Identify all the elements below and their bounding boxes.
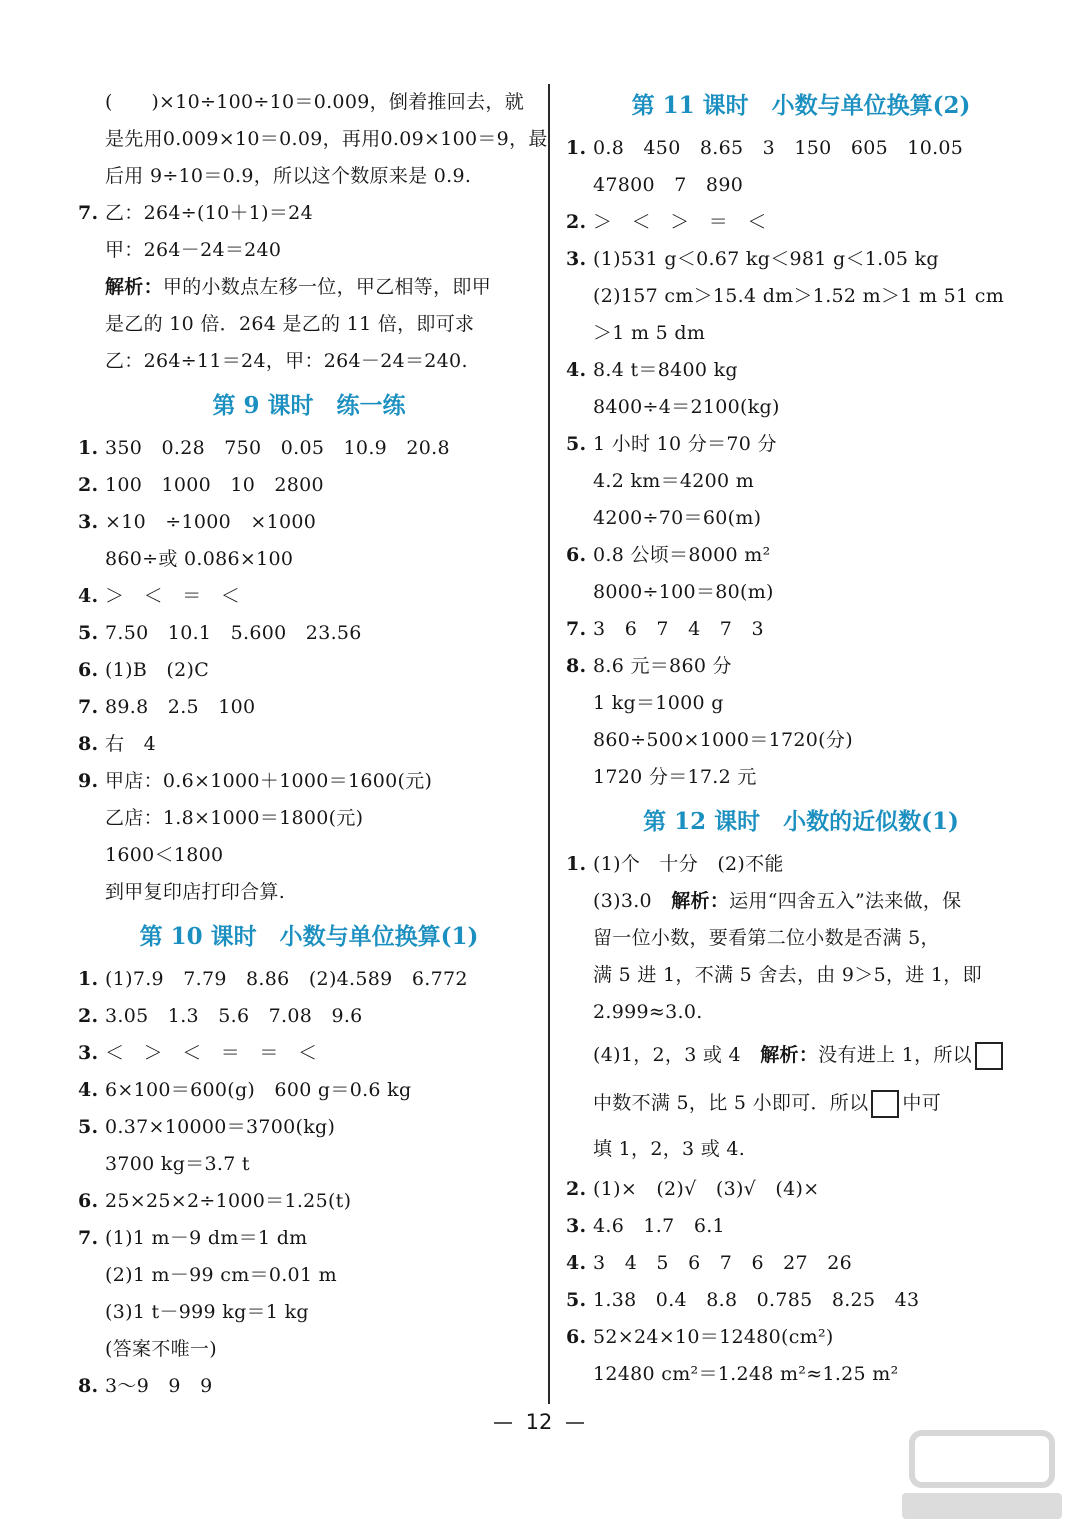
answer-line — [78, 1072, 540, 1109]
item-text: 甲店：0.6×1000＋1000＝1600(元) — [105, 770, 433, 792]
item-text: (1)531 g＜0.67 kg＜981 g＜1.05 kg — [593, 248, 939, 270]
item-text: (1)× (2)√ (3)√ (4)× — [593, 1178, 820, 1200]
item-text: 1600＜1800 — [105, 844, 224, 866]
lesson12-title: 第 12 课时 小数的近似数(1) — [643, 808, 959, 835]
l12-q1-line — [566, 846, 1036, 883]
answer-line — [78, 800, 540, 837]
item-number: 6. — [78, 1190, 99, 1212]
answer-line — [78, 578, 540, 615]
item-number: 2. — [566, 1178, 587, 1200]
answer-line — [566, 278, 1036, 315]
answer-line — [78, 998, 540, 1035]
item-number: 4. — [566, 1252, 587, 1274]
lesson10-answer-list — [78, 961, 540, 1405]
watermark-logo — [892, 1418, 1072, 1528]
item-number: 2. — [566, 211, 587, 233]
lesson11-answer-list — [566, 130, 1036, 796]
item-number: 7. — [78, 1227, 99, 1249]
q7-analysis-line-2: 是乙的 10 倍．264 是乙的 11 倍，即可求 — [105, 313, 475, 335]
l12-q1-3-cont-3: 2.999≈3.0. — [593, 1001, 703, 1023]
item-number: 4. — [78, 1079, 99, 1101]
answer-line — [566, 241, 1036, 278]
answer-line — [78, 763, 540, 800]
item-number: 2. — [78, 474, 99, 496]
l12-q1-3-text: 运用“四舍五入”法来做，保 — [729, 890, 962, 912]
item-number: 9. — [78, 770, 99, 792]
item-number: 1. — [78, 968, 99, 990]
item-number: 6. — [566, 1326, 587, 1348]
item-text: 1.38 0.4 8.8 0.785 8.25 43 — [593, 1289, 920, 1311]
analysis-label: 解析： — [105, 276, 163, 298]
item-text: 1 kg＝1000 g — [593, 692, 724, 714]
answer-line — [566, 315, 1036, 352]
item-text: (3)1 t－999 kg＝1 kg — [105, 1301, 309, 1323]
item-text: 到甲复印店打印合算. — [105, 881, 286, 903]
item-number: 4. — [78, 585, 99, 607]
item-number: 7. — [566, 618, 587, 640]
l12-q1-3-line — [566, 883, 1036, 920]
item-text: 350 0.28 750 0.05 10.9 20.8 — [105, 437, 450, 459]
item-text: (1)1 m－9 dm＝1 dm — [105, 1227, 308, 1249]
item-text: 89.8 2.5 100 — [105, 696, 256, 718]
item-number: 8. — [78, 733, 99, 755]
answer-line — [566, 130, 1036, 167]
l12-q1-3-cont-2: 满 5 进 1，不满 5 舍去，由 9＞5，进 1，即 — [593, 964, 982, 986]
item-text: 8.4 t＝8400 kg — [593, 359, 738, 381]
item-text: 3.05 1.3 5.6 7.08 9.6 — [105, 1005, 363, 1027]
intro-line-3: 后用 9÷10＝0.9，所以这个数原来是 0.9. — [105, 165, 472, 187]
answer-line — [566, 1356, 1036, 1393]
lesson9-answer-list — [78, 430, 540, 911]
item-text: 3～9 9 9 — [105, 1375, 213, 1397]
item-number: 8. — [78, 1375, 99, 1397]
l12-q1-4-text-a: 没有进上 1，所以 — [818, 1044, 972, 1066]
l12-q1-4-line — [566, 1031, 1036, 1079]
answer-line — [78, 652, 540, 689]
item-text: 47800 7 890 — [593, 174, 744, 196]
blank-box-icon — [975, 1042, 1003, 1070]
item-number: 5. — [78, 622, 99, 644]
item-text: 6×100＝600(g) 600 g＝0.6 kg — [105, 1079, 412, 1101]
item-number: 8. — [566, 655, 587, 677]
item-text: 3 6 7 4 7 3 — [593, 618, 764, 640]
column-divider — [548, 84, 550, 1404]
q7-line-2: 甲：264－24＝240 — [105, 239, 282, 261]
l12-q1-3-label: 解析： — [671, 890, 730, 912]
left-column — [78, 84, 548, 1405]
item-text: 1 小时 10 分＝70 分 — [593, 433, 777, 455]
lesson11-title: 第 11 课时 小数与单位换算(2) — [631, 92, 971, 119]
l12-q1-number: 1. — [566, 853, 587, 875]
answer-line — [78, 1109, 540, 1146]
answer-line — [566, 759, 1036, 796]
item-number: 1. — [78, 437, 99, 459]
answer-line — [566, 574, 1036, 611]
answer-line — [78, 726, 540, 763]
q7-analysis-line-1 — [78, 269, 540, 306]
analysis-text-1: 甲的小数点左移一位，甲乙相等，即甲 — [162, 276, 492, 298]
answer-line — [78, 837, 540, 874]
answer-line — [566, 1171, 1036, 1208]
item-number: 3. — [566, 248, 587, 270]
item-text: 100 1000 10 2800 — [105, 474, 324, 496]
intro-line-1: ( )×10÷100÷10＝0.009，倒着推回去，就 — [105, 91, 524, 113]
answer-line — [566, 204, 1036, 241]
item-text: 52×24×10＝12480(cm²) — [593, 1326, 834, 1348]
item-number: 6. — [78, 659, 99, 681]
answer-line — [566, 352, 1036, 389]
item-number: 5. — [78, 1116, 99, 1138]
l12-q1-4-line-2 — [566, 1079, 1036, 1127]
q7-text-1: 乙：264÷(10＋1)＝24 — [105, 202, 313, 224]
item-text: 4.2 km＝4200 m — [593, 470, 755, 492]
item-text: 25×25×2÷1000＝1.25(t) — [105, 1190, 352, 1212]
item-text: (1)7.9 7.79 8.86 (2)4.589 6.772 — [105, 968, 468, 990]
answer-line — [78, 1331, 540, 1368]
answer-line — [566, 167, 1036, 204]
item-text: 右 4 — [105, 733, 156, 755]
item-text: 4.6 1.7 6.1 — [593, 1215, 725, 1237]
item-text: 860÷或 0.086×100 — [105, 548, 294, 570]
item-number: 4. — [566, 359, 587, 381]
item-text: (答案不唯一) — [105, 1338, 217, 1360]
intro-line-2: 是先用0.009×10＝0.09，再用0.09×100＝9，最 — [105, 128, 548, 150]
item-number: 6. — [566, 544, 587, 566]
l12-q1-4-text-b: 中数不满 5，比 5 小即可．所以 — [593, 1092, 869, 1114]
answer-line — [566, 685, 1036, 722]
l12-q1-3-cont-1: 留一位小数，要看第二位小数是否满 5， — [593, 927, 940, 949]
item-text: 8400÷4＝2100(kg) — [593, 396, 780, 418]
answer-line — [78, 504, 540, 541]
answer-line — [566, 722, 1036, 759]
answer-line — [566, 500, 1036, 537]
answer-line — [78, 1368, 540, 1405]
answer-line — [566, 426, 1036, 463]
lesson12-answer-list — [566, 1171, 1036, 1393]
answer-line — [78, 615, 540, 652]
answer-line — [78, 467, 540, 504]
item-text: 3700 kg＝3.7 t — [105, 1153, 250, 1175]
item-text: 8.6 元＝860 分 — [593, 655, 732, 677]
item-text: ＞1 m 5 dm — [593, 322, 706, 344]
item-text: 4200÷70＝60(m) — [593, 507, 762, 529]
item-number: 3. — [78, 511, 99, 533]
answer-line — [78, 1257, 540, 1294]
answer-line — [566, 1282, 1036, 1319]
answer-line — [566, 537, 1036, 574]
answer-line — [566, 1319, 1036, 1356]
item-text: (2)157 cm＞15.4 dm＞1.52 m＞1 m 51 cm — [593, 285, 1005, 307]
answer-line — [78, 1220, 540, 1257]
l12-q1-3-prefix: (3)3.0 — [593, 890, 672, 912]
dash-left — [494, 1422, 512, 1424]
q7-line-1 — [78, 195, 540, 232]
item-text: 0.37×10000＝3700(kg) — [105, 1116, 336, 1138]
item-number: 3. — [78, 1042, 99, 1064]
item-text: 3 4 5 6 7 6 27 26 — [593, 1252, 852, 1274]
answer-line — [566, 648, 1036, 685]
item-number: 7. — [78, 696, 99, 718]
item-text: 7.50 10.1 5.600 23.56 — [105, 622, 362, 644]
answer-line — [566, 1208, 1036, 1245]
lesson10-title: 第 10 课时 小数与单位换算(1) — [139, 923, 479, 950]
item-number: 3. — [566, 1215, 587, 1237]
answer-line — [78, 689, 540, 726]
item-text: 0.8 公顷＝8000 m² — [593, 544, 771, 566]
item-text: ＞ ＜ ＝ ＜ — [105, 585, 241, 607]
l12-q1-4-prefix: (4)1，2，3 或 4 — [593, 1044, 761, 1066]
l12-q1-4-line-3: 填 1，2，3 或 4. — [593, 1138, 746, 1160]
item-text: 乙店：1.8×1000＝1800(元) — [105, 807, 364, 829]
item-text: 1720 分＝17.2 元 — [593, 766, 757, 788]
answer-line — [78, 430, 540, 467]
item-number: 1. — [566, 137, 587, 159]
answer-line — [78, 1035, 540, 1072]
l12-q1-4-text-c: 中可 — [902, 1092, 942, 1114]
answer-line — [78, 541, 540, 578]
item-text: (2)1 m－99 cm＝0.01 m — [105, 1264, 337, 1286]
answer-line — [566, 463, 1036, 500]
item-text: ＞ ＜ ＞ ＝ ＜ — [593, 211, 767, 233]
dash-right — [566, 1422, 584, 1424]
answer-line — [78, 1183, 540, 1220]
blank-box-icon — [871, 1090, 899, 1118]
answer-line — [78, 1294, 540, 1331]
item-text: 860÷500×1000＝1720(分) — [593, 729, 853, 751]
l12-q1-4-label: 解析： — [760, 1044, 819, 1066]
item-text: ×10 ÷1000 ×1000 — [105, 511, 317, 533]
item-text: 0.8 450 8.65 3 150 605 10.05 — [593, 137, 964, 159]
item-text: 12480 cm²＝1.248 m²≈1.25 m² — [593, 1363, 899, 1385]
page-number-text: 12 — [525, 1410, 553, 1434]
l12-q1-text: (1)个 十分 (2)不能 — [593, 853, 784, 875]
answer-line — [78, 961, 540, 998]
answer-line — [566, 1245, 1036, 1282]
answer-line — [566, 611, 1036, 648]
answer-line — [78, 1146, 540, 1183]
right-column — [566, 84, 1036, 1393]
answer-line — [566, 389, 1036, 426]
q7-number: 7. — [78, 202, 99, 224]
lesson9-title: 第 9 课时 练一练 — [212, 392, 406, 419]
item-number: 5. — [566, 433, 587, 455]
answer-line — [78, 874, 540, 911]
item-number: 5. — [566, 1289, 587, 1311]
item-text: ＜ ＞ ＜ ＝ ＝ ＜ — [105, 1042, 318, 1064]
item-text: (1)B (2)C — [105, 659, 210, 681]
q7-analysis-line-3: 乙：264÷11＝24，甲：264－24＝240. — [105, 350, 468, 372]
item-number: 2. — [78, 1005, 99, 1027]
item-text: 8000÷100＝80(m) — [593, 581, 774, 603]
